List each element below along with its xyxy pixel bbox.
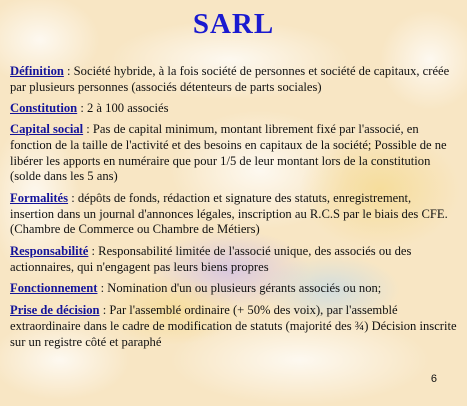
description-constitution: 2 à 100 associés xyxy=(86,101,169,116)
term-formalites: Formalités xyxy=(10,190,69,205)
description-formalites: dépôts de fonds, rédaction et signature des statuts, enregistrement, insertion dans un journal d'annonces légales, inscription au R.C.S par le biais des CFE.(Chambre de Commerce ou Chambre de Métiers) xyxy=(10,190,448,237)
separator: : xyxy=(97,281,108,296)
page-number: 6 xyxy=(430,373,437,385)
separator: : xyxy=(63,64,74,78)
term-capital-social: Capital social xyxy=(10,122,84,137)
description-fonctionnement: Nomination d'un ou plusieurs gérants associés ou non; xyxy=(107,281,382,296)
separator: : xyxy=(68,190,78,205)
description-definition: Société hybride, à la fois société de personnes et société de capitaux, créée par plusieurs personnes (associés détenteurs de parts sociales) xyxy=(10,64,450,94)
description-responsabilite: Responsabilité limitée de l'associé unique, des associés ou des actionnaires, qui n'engagent pas leurs biens propres xyxy=(10,244,412,274)
term-definition: Définition xyxy=(10,64,64,78)
description-prise-de-decision: Par l'assemblé ordinaire (+ 50% des voix), par l'assemblé extraordinaire dans le cadre de modification de statuts (majorité des ¾) Décision inscrite sur un registre côté et paraphé xyxy=(10,303,457,349)
term-fonctionnement: Fonctionnement xyxy=(10,281,98,296)
separator: : xyxy=(77,101,87,116)
slide-title: SARL xyxy=(192,8,275,40)
paragraph-definition xyxy=(10,64,458,95)
slide-content xyxy=(10,64,458,356)
separator: : xyxy=(88,244,99,259)
paragraph-capital-social xyxy=(10,122,458,185)
paragraph-responsabilite xyxy=(10,244,458,275)
paragraph-fonctionnement xyxy=(10,281,458,297)
term-prise-de-decision: Prise de décision xyxy=(10,303,100,318)
paragraph-prise-de-decision xyxy=(10,303,458,350)
separator: : xyxy=(99,303,110,318)
term-responsabilite: Responsabilité xyxy=(10,244,89,259)
paragraph-constitution xyxy=(10,101,458,117)
description-capital-social: Pas de capital minimum, montant librement fixé par l'associé, en fonction de la taille de l'activité et des besoins en capitaux de la société; Possible de ne libérer les apports en numéraire que pour 1/5 de leur montant lors de la constitution (solde dans les 5 ans) xyxy=(10,122,447,184)
separator: : xyxy=(83,122,93,137)
term-constitution: Constitution xyxy=(10,101,78,116)
paragraph-formalites xyxy=(10,191,458,238)
